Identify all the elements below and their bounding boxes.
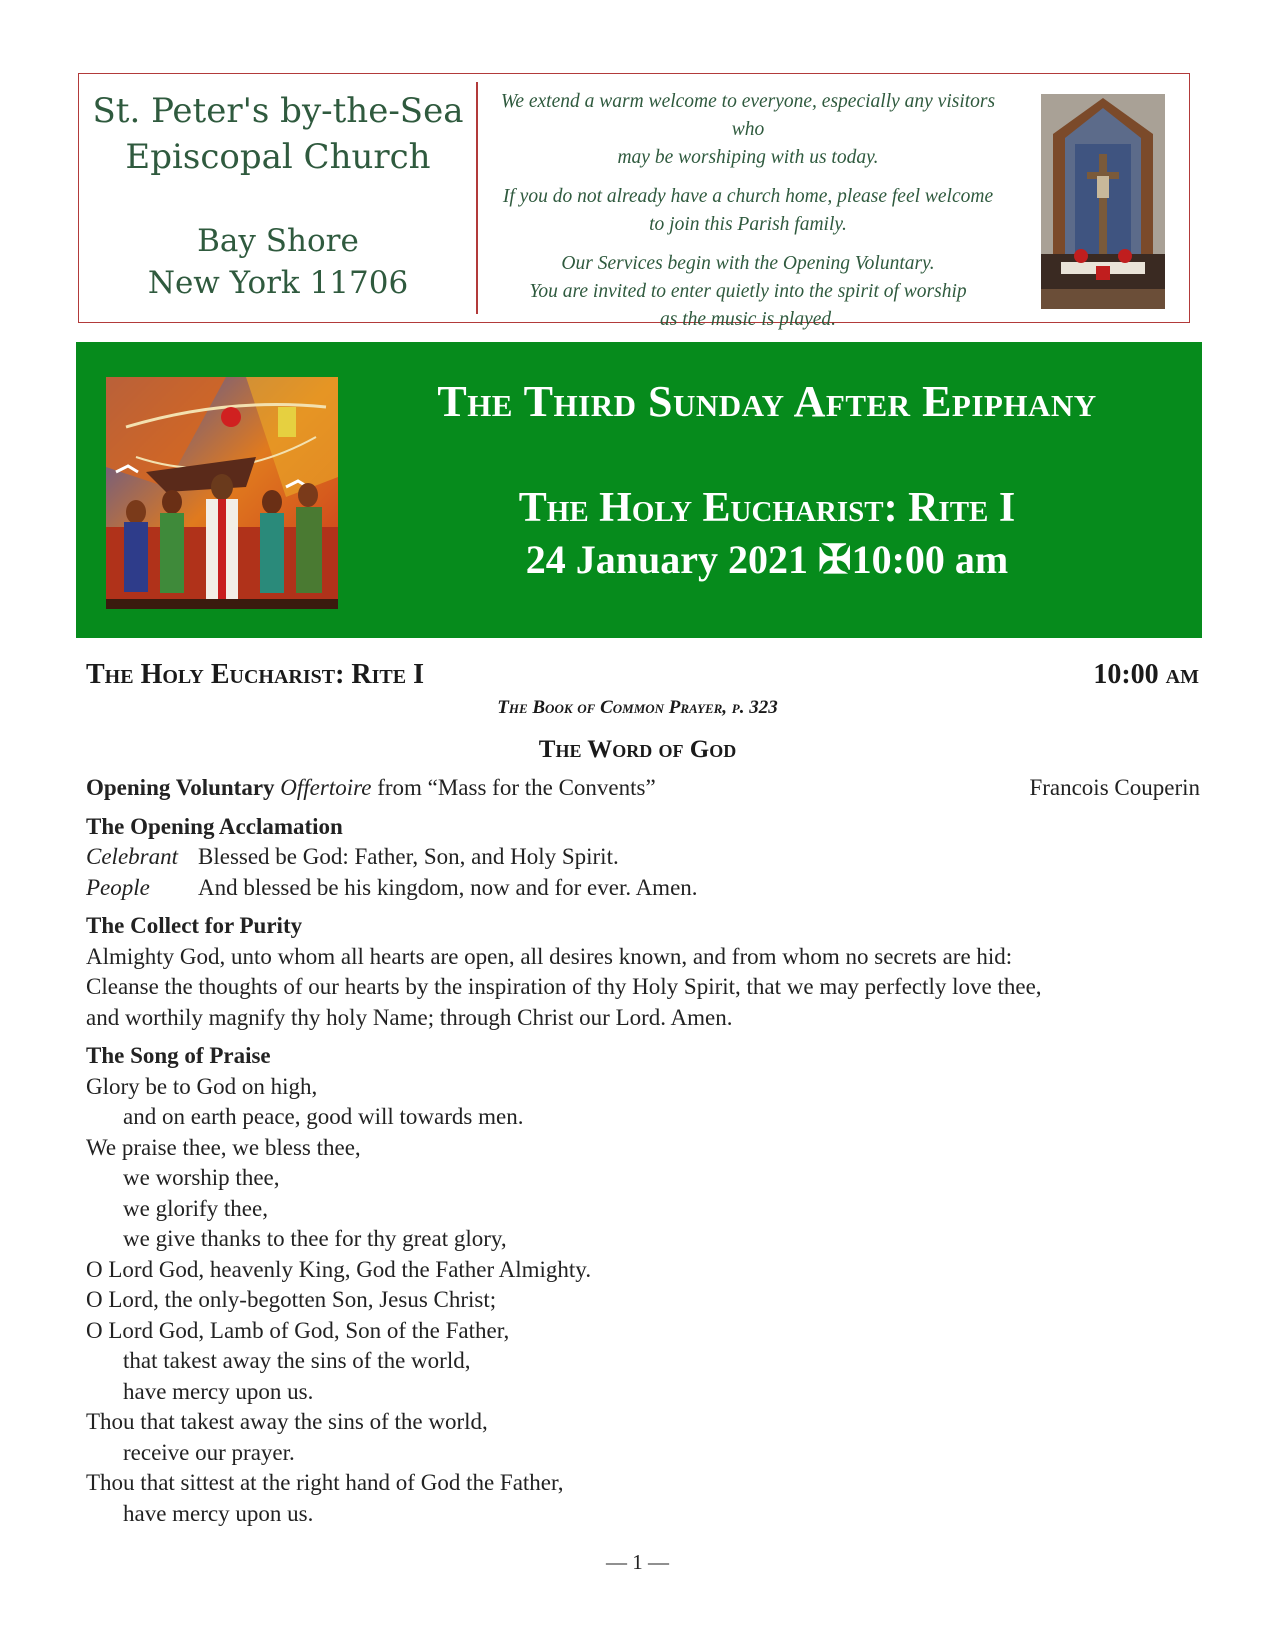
- banner-time: 10:00 am: [851, 537, 1009, 582]
- welcome-line: to join this Parish family.: [649, 214, 847, 235]
- epiphany-painting: [106, 377, 338, 609]
- song-line: we glorify thee,: [123, 1195, 268, 1221]
- role-label: People: [86, 874, 150, 900]
- city-line2: New York 11706: [147, 265, 409, 301]
- song-line: we give thanks to thee for thy great glory,: [123, 1226, 507, 1251]
- song-line: receive our prayer.: [123, 1439, 295, 1465]
- collect-line: and worthily magnify thy holy Name; through Christ our Lord. Amen.: [86, 1004, 733, 1030]
- banner-date-time: [348, 532, 1186, 588]
- voluntary-composer: Francois Couperin: [1029, 775, 1200, 800]
- church-address: [79, 220, 477, 304]
- welcome-paragraph-3: [483, 250, 1013, 334]
- song-line: have mercy upon us.: [123, 1500, 314, 1526]
- acclamation-heading: The Opening Acclamation: [86, 813, 343, 839]
- welcome-line: You are invited to enter quietly into the spirit of worship: [529, 281, 967, 302]
- page-number: — 1 —: [606, 1550, 669, 1574]
- welcome-line: We extend a warm welcome to everyone, especially any visitors who: [500, 91, 996, 140]
- collect-line: Cleanse the thoughts of our hearts by the inspiration of thy Holy Spirit, that we may perfectly love thee,: [86, 974, 1042, 999]
- church-header-box: [78, 73, 1190, 330]
- voluntary-label: Opening Voluntary: [86, 775, 275, 800]
- welcome-line: If you do not already have a church home, please feel welcome: [502, 186, 994, 207]
- service-title: The Holy Eucharist: Rite I: [86, 659, 425, 690]
- song-line: O Lord God, Lamb of God, Son of the Father,: [86, 1317, 510, 1343]
- opening-voluntary: [86, 773, 1200, 804]
- service-time: 10:00 am: [1093, 659, 1199, 690]
- section-heading: The Word of God: [538, 736, 737, 763]
- collect-line: Almighty God, unto whom all hearts are open, all desires known, and from whom no secrets are hid:: [86, 943, 1013, 969]
- service-banner: [76, 342, 1202, 638]
- prayer-book-reference: The Book of Common Prayer, p. 323: [497, 697, 778, 718]
- welcome-message: [483, 88, 1013, 345]
- banner-title: The Third Sunday After Epiphany: [437, 377, 1097, 426]
- song-line: that takest away the sins of the world,: [123, 1348, 471, 1373]
- role-label: Celebrant: [86, 844, 178, 869]
- acclamation-text: Blessed be God: Father, Son, and Holy Spirit.: [198, 844, 619, 869]
- song-line: Thou that takest away the sins of the world,: [86, 1409, 488, 1434]
- collect-heading: The Collect for Purity: [86, 913, 303, 938]
- song-line: have mercy upon us.: [123, 1378, 314, 1404]
- song-heading: The Song of Praise: [86, 1043, 271, 1068]
- church-name-line1: St. Peter's by-the-Sea: [92, 91, 464, 131]
- city-line1: Bay Shore: [197, 223, 359, 259]
- banner-rite: The Holy Eucharist: Rite I: [518, 485, 1016, 531]
- welcome-paragraph-1: [483, 88, 1013, 172]
- cross-icon: ✠: [818, 537, 852, 582]
- voluntary-source: from “Mass for the Convents”: [377, 775, 656, 800]
- song-line: O Lord God, heavenly King, God the Father Almighty.: [86, 1256, 592, 1282]
- welcome-line: may be worshiping with us today.: [617, 147, 879, 168]
- song-line: We praise thee, we bless thee,: [86, 1134, 361, 1160]
- welcome-paragraph-2: [483, 183, 1013, 239]
- voluntary-piece: Offertoire: [280, 775, 372, 800]
- acclamation-text: And blessed be his kingdom, now and for ever. Amen.: [198, 874, 698, 900]
- acclamation-line: [86, 842, 1200, 873]
- banner-date: 24 January 2021: [525, 537, 809, 582]
- song-line: we worship thee,: [123, 1165, 280, 1190]
- liturgy-body: [86, 773, 1200, 1529]
- song-line: Thou that sittest at the right hand of God the Father,: [86, 1470, 564, 1495]
- church-name: [79, 88, 477, 180]
- church-name-line2: Episcopal Church: [125, 137, 431, 177]
- header-divider: [476, 82, 478, 314]
- church-altar-photo: [1041, 94, 1165, 309]
- song-line: O Lord, the only-begotten Son, Jesus Christ;: [86, 1287, 497, 1312]
- welcome-line: Our Services begin with the Opening Voluntary.: [561, 253, 935, 274]
- acclamation-line: [86, 873, 1200, 904]
- song-line: Glory be to God on high,: [86, 1073, 318, 1099]
- song-line: and on earth peace, good will towards men.: [123, 1104, 524, 1129]
- welcome-line: as the music is played.: [659, 309, 836, 330]
